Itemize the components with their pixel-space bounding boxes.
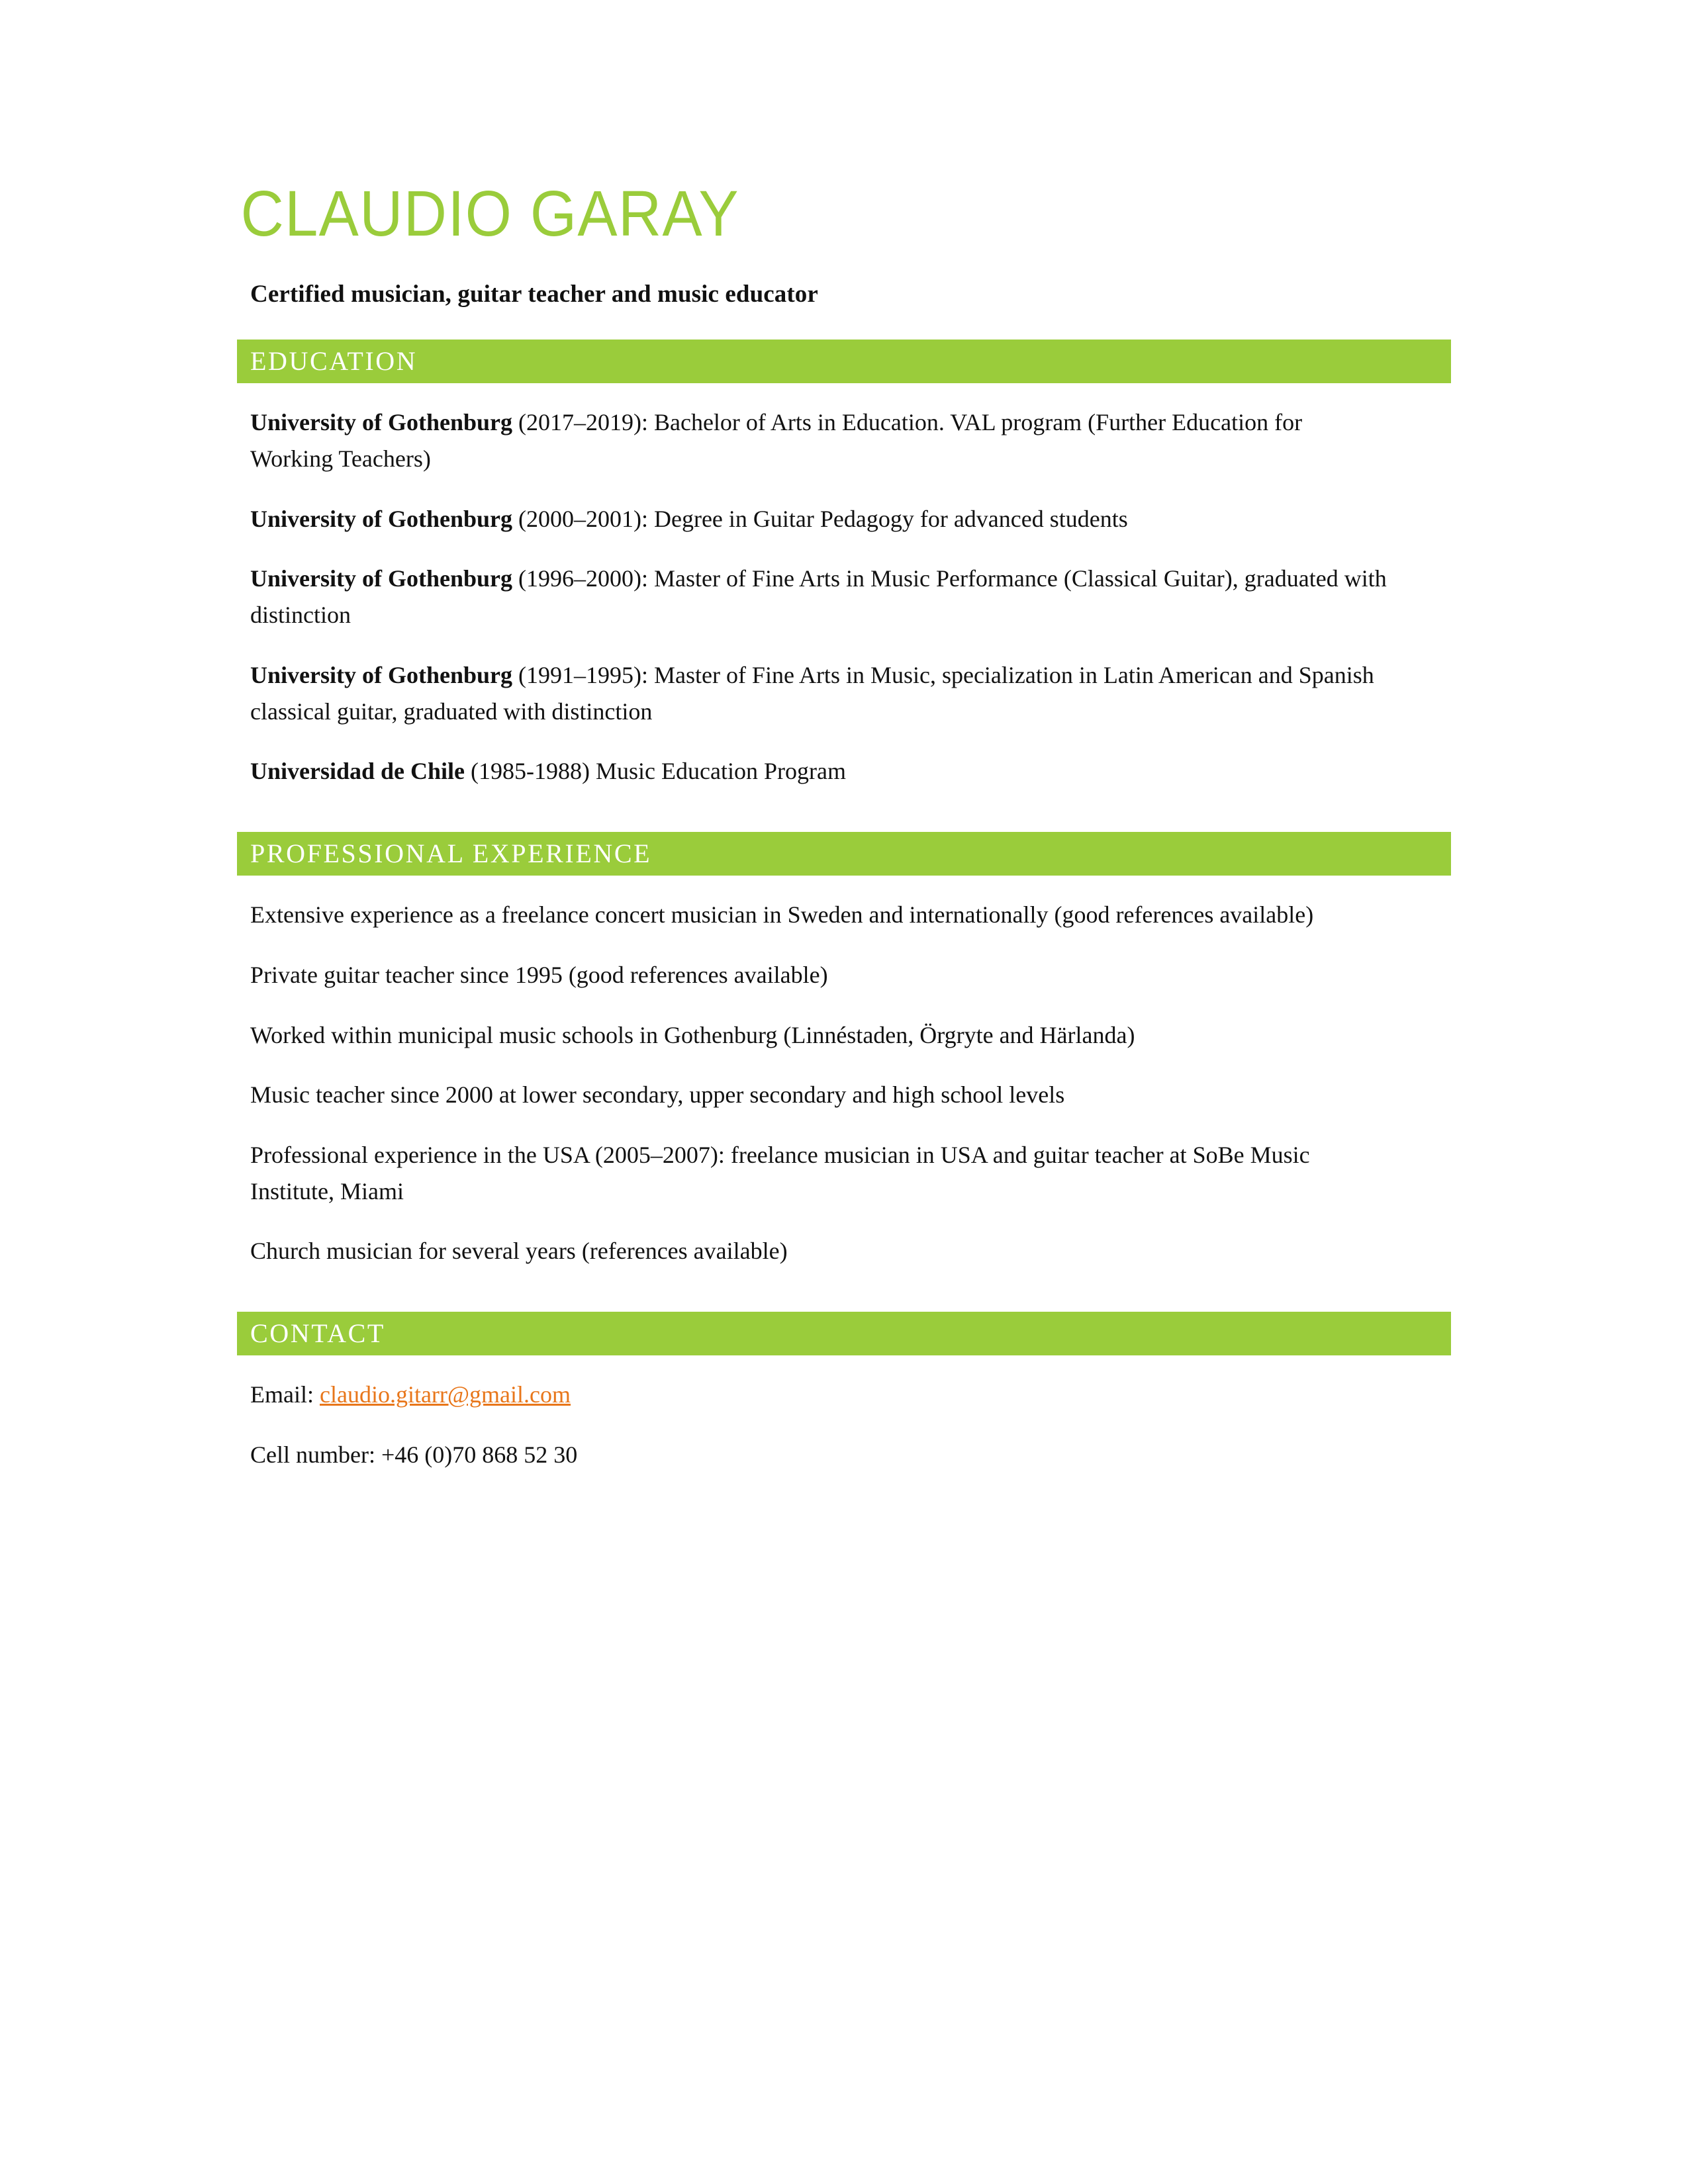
entry-text: Professional experience in the USA (2005–2007): freelance musician in USA and guitar teacher at SoBe Music Institute, Miami bbox=[250, 1141, 1310, 1205]
section-title: PROFESSIONAL EXPERIENCE bbox=[250, 839, 652, 869]
entry-text: Private guitar teacher since 1995 (good references available) bbox=[250, 961, 828, 988]
section-title: CONTACT bbox=[250, 1318, 385, 1349]
entry-lead: University of Gothenburg bbox=[250, 661, 512, 688]
headline-subtitle: Certified musician, guitar teacher and music educator bbox=[250, 280, 818, 308]
section-body-professional-experience bbox=[237, 876, 1451, 1281]
entry-text: Cell number: +46 (0)70 868 52 30 bbox=[250, 1441, 578, 1468]
email-link[interactable]: claudio.gitarr@gmail.com bbox=[319, 1381, 571, 1408]
entry-text: (2017–2019): Bachelor of Arts in Education. VAL program (Further Education for Working Teachers) bbox=[250, 409, 1303, 473]
entry-item bbox=[237, 489, 1389, 549]
entry-item bbox=[237, 1005, 1389, 1066]
entry-item bbox=[237, 1065, 1389, 1125]
entry-lead: University of Gothenburg bbox=[250, 505, 512, 532]
section-header-contact bbox=[237, 1312, 1451, 1355]
entry-text: (1985-1988) Music Education Program bbox=[465, 758, 846, 785]
section-body-contact bbox=[237, 1355, 1451, 1484]
entry-text: (2000–2001): Degree in Guitar Pedagogy for advanced students bbox=[512, 505, 1128, 532]
sections-container bbox=[237, 340, 1451, 1484]
entry-text: Church musician for several years (references available) bbox=[250, 1238, 788, 1265]
section-body-education bbox=[237, 383, 1451, 801]
entry-item bbox=[237, 741, 1389, 801]
page-title: CLAUDIO GARAY bbox=[240, 177, 739, 250]
entry-text: (1991–1995): Master of Fine Arts in Music, specialization in Latin American and Spanish classical guitar, graduated with distinction bbox=[250, 661, 1374, 725]
entry-text: Worked within municipal music schools in Gothenburg (Linnéstaden, Örgryte and Härlanda) bbox=[250, 1021, 1135, 1048]
section-header-professional-experience bbox=[237, 832, 1451, 876]
entry-item bbox=[237, 1221, 1389, 1281]
entry-item bbox=[237, 549, 1389, 645]
section-header-education bbox=[237, 340, 1451, 383]
entry-lead: Universidad de Chile bbox=[250, 758, 465, 785]
entry-item bbox=[237, 1425, 1389, 1485]
resume-content bbox=[237, 0, 1451, 1485]
entry-text: Music teacher since 2000 at lower secondary, upper secondary and high school levels bbox=[250, 1081, 1065, 1109]
entry-item bbox=[237, 885, 1389, 945]
entry-item bbox=[237, 1365, 1389, 1425]
entry-text: Extensive experience as a freelance concert musician in Sweden and internationally (good references available) bbox=[250, 901, 1314, 929]
entry-item bbox=[237, 392, 1389, 488]
entry-item bbox=[237, 645, 1389, 741]
section-title: EDUCATION bbox=[250, 346, 418, 377]
entry-item bbox=[237, 945, 1389, 1005]
entry-item bbox=[237, 1125, 1389, 1221]
entry-lead: University of Gothenburg bbox=[250, 565, 512, 592]
entry-text: Email: bbox=[250, 1381, 320, 1408]
entry-text: (1996–2000): Master of Fine Arts in Music Performance (Classical Guitar), graduated with distinction bbox=[250, 565, 1387, 629]
entry-lead: University of Gothenburg bbox=[250, 409, 512, 436]
